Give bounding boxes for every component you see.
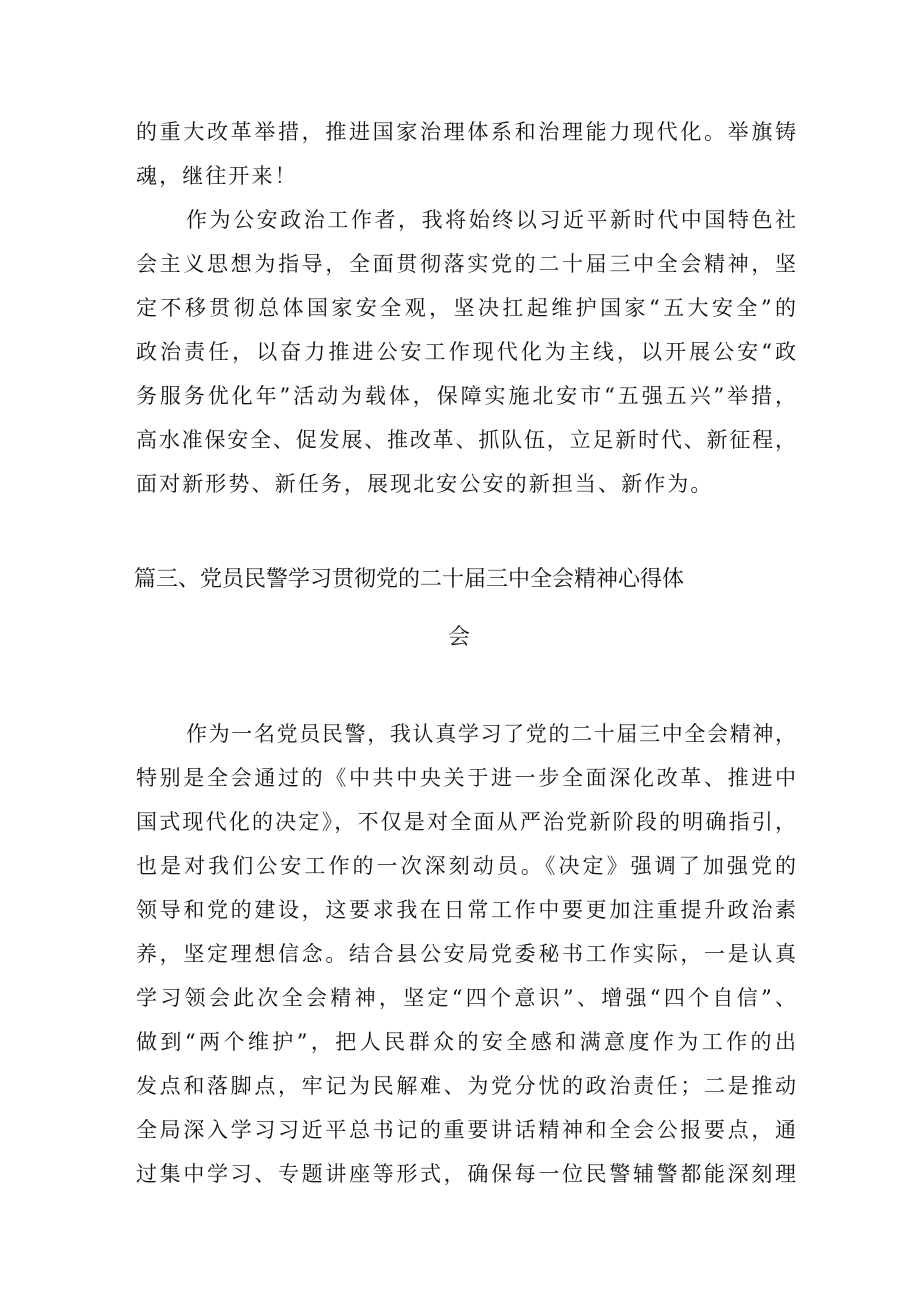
text-line: 特别是全会通过的《中共中央关于进一步全面深化改革、推进中 [136,766,796,790]
text-line: 发点和落脚点，牢记为民解难、为党分忧的政治责任；二是推动 [136,1074,796,1098]
text-line: 高水准保安全、促发展、推改革、抓队伍，立足新时代、新征程， [136,428,796,452]
section-heading-line: 会 [448,625,471,650]
text-line: 务服务优化年”活动为载体，保障实施北安市“五强五兴”举措， [136,384,796,408]
text-line: 也是对我们公安工作的一次深刻动员。《决定》强调了加强党的 [136,854,796,878]
text-line: 国式现代化的决定》，不仅是对全面从严治党新阶段的明确指引， [136,810,796,834]
text-line: 定不移贯彻总体国家安全观，坚决扛起维护国家“五大安全”的 [136,296,796,320]
text-line: 过集中学习、专题讲座等形式，确保每一位民警辅警都能深刻理 [136,1162,796,1186]
text-line: 学习领会此次全会精神，坚定“四个意识”、增强“四个自信”、 [136,986,796,1010]
section-heading-line: 篇三、党员民警学习贯彻党的二十届三中全会精神心得体 [134,567,685,592]
text-line: 的重大改革举措，推进国家治理体系和治理能力现代化。举旗铸 [136,120,796,144]
text-line: 养，坚定理想信念。结合县公安局党委秘书工作实际，一是认真 [136,942,796,966]
text-line: 作为公安政治工作者，我将始终以习近平新时代中国特色社 [186,208,796,232]
text-line: 领导和党的建设，这要求我在日常工作中要更加注重提升政治素 [136,898,796,922]
text-line: 做到“两个维护”，把人民群众的安全感和满意度作为工作的出 [136,1030,796,1054]
text-line: 政治责任，以奋力推进公安工作现代化为主线，以开展公安“政 [136,340,796,364]
text-line: 魂，继往开来！ [136,164,298,188]
text-line: 面对新形势、新任务，展现北安公安的新担当、新作为。 [136,472,714,496]
text-line: 会主义思想为指导，全面贯彻落实党的二十届三中全会精神，坚 [136,252,796,276]
text-line: 作为一名党员民警，我认真学习了党的二十届三中全会精神， [186,722,796,746]
text-line: 全局深入学习习近平总书记的重要讲话精神和全会公报要点，通 [136,1118,796,1142]
